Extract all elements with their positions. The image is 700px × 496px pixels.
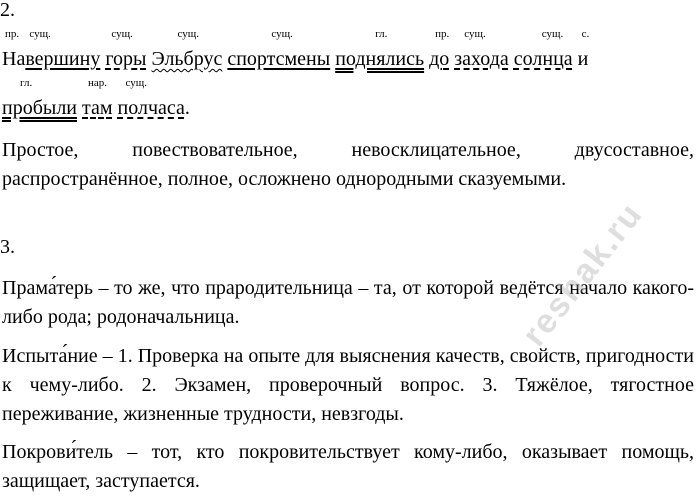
word-i	[577, 28, 590, 70]
word-text: захода	[454, 48, 509, 70]
word-text: и	[577, 48, 589, 70]
definition-pokrovitel: Покрови́тель – тот, кто покровительствует кому-либо, оказывает помощь, защищает, заступается.	[2, 441, 694, 492]
watermark-logo: reshak.ru	[515, 195, 651, 354]
sentence-period: .	[184, 97, 190, 119]
word-text: Эльбрус	[151, 48, 223, 70]
word-do	[429, 28, 450, 70]
pos-label: пр.	[435, 28, 450, 40]
pos-label: гл.	[375, 28, 388, 40]
pos-label: пр.	[5, 28, 20, 40]
word-elbrus	[151, 28, 223, 70]
word-text: горы	[105, 48, 147, 70]
word-solntsa	[513, 28, 573, 70]
word-text: до	[429, 48, 450, 70]
word-podnyalis	[335, 28, 425, 70]
pos-label: гл.	[20, 77, 33, 89]
pos-label: сущ.	[125, 77, 147, 89]
analyzed-sentence-line-2	[2, 77, 190, 119]
definition-ispytanie: Испыта́ние – 1. Проверка на опыте для выяснения качеств, свойств, пригодности к чему-либо. 2. Экзамен, проверочный вопрос. 3. Тяжёлое, тягостное переживание, жизненные трудности, невзгоды.	[2, 345, 694, 425]
word-probyli	[2, 77, 77, 119]
word-vershinu	[25, 28, 101, 70]
word-tam	[82, 77, 113, 119]
word-zakhoda	[454, 28, 509, 70]
word-text: пробыли	[2, 97, 77, 119]
pos-label: сущ.	[177, 28, 199, 40]
word-text: солнца	[513, 48, 573, 70]
word-sportsmeny	[227, 28, 331, 70]
word-text: На	[2, 48, 26, 70]
word-polchasa	[117, 77, 185, 119]
word-gory	[105, 28, 147, 70]
sentence-description: Простое, повествовательное, невосклицательное, двусоставное, распространённое, полное, осложнено однородными сказуемыми.	[2, 139, 694, 190]
pos-label: сущ.	[541, 28, 564, 40]
pos-label: сущ.	[29, 28, 51, 40]
task-3-number: 3.	[0, 236, 15, 258]
pos-label: с.	[581, 28, 590, 40]
word-text: поднялись	[335, 48, 425, 70]
pos-label: сущ.	[464, 28, 486, 40]
word-text: вершину	[25, 48, 101, 70]
pos-label: нар.	[88, 77, 108, 89]
analyzed-sentence-line-1	[2, 28, 590, 70]
pos-label: сущ.	[111, 28, 133, 40]
task-2-number: 2.	[0, 0, 15, 21]
definition-pramater: Прама́терь – то же, что прародительница – та, от которой ведётся начало какого-либо рода; родоначальница.	[2, 277, 694, 328]
word-text: спортсмены	[227, 48, 331, 70]
word-na	[2, 28, 26, 70]
word-text: полчаса	[117, 97, 185, 119]
pos-label: сущ.	[271, 28, 293, 40]
word-text: там	[82, 97, 113, 119]
